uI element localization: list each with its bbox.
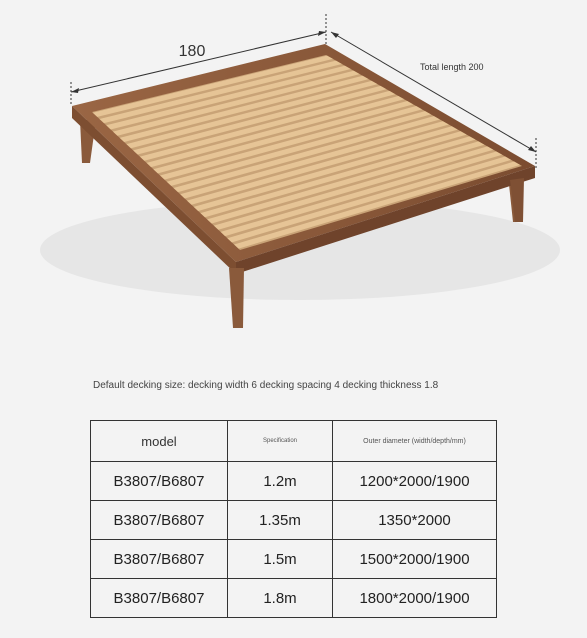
table-row bbox=[91, 540, 497, 579]
cell-specification: 1.5m bbox=[228, 540, 333, 579]
cell-model: B3807/B6807 bbox=[91, 501, 228, 540]
cell-model: B3807/B6807 bbox=[91, 579, 228, 618]
arrow-icon bbox=[71, 88, 79, 93]
cell-model: B3807/B6807 bbox=[91, 462, 228, 501]
cell-outer-diameter: 1200*2000/1900 bbox=[333, 462, 497, 501]
table-header-row bbox=[91, 421, 497, 462]
cell-outer-diameter: 1800*2000/1900 bbox=[333, 579, 497, 618]
decking-size-note: Default decking size: decking width 6 decking spacing 4 decking thickness 1.8 bbox=[93, 380, 439, 391]
cell-outer-diameter: 1350*2000 bbox=[333, 501, 497, 540]
cell-specification: 1.35m bbox=[228, 501, 333, 540]
cell-specification: 1.2m bbox=[228, 462, 333, 501]
cell-outer-diameter: 1500*2000/1900 bbox=[333, 540, 497, 579]
table-row bbox=[91, 462, 497, 501]
arrow-icon bbox=[331, 32, 339, 38]
header-model: model bbox=[91, 421, 228, 462]
arrow-icon bbox=[318, 31, 326, 36]
cell-model: B3807/B6807 bbox=[91, 540, 228, 579]
spec-table bbox=[90, 420, 497, 618]
length-label: Total length 200 bbox=[420, 62, 484, 72]
table-row bbox=[91, 579, 497, 618]
header-specification: Specification bbox=[228, 421, 333, 462]
cell-specification: 1.8m bbox=[228, 579, 333, 618]
arrow-icon bbox=[528, 146, 536, 152]
bed-leg-front-left bbox=[229, 268, 244, 328]
table-row bbox=[91, 501, 497, 540]
header-outer-diameter: Outer diameter (width/depth/mm) bbox=[333, 421, 497, 462]
width-label: 180 bbox=[178, 43, 206, 60]
